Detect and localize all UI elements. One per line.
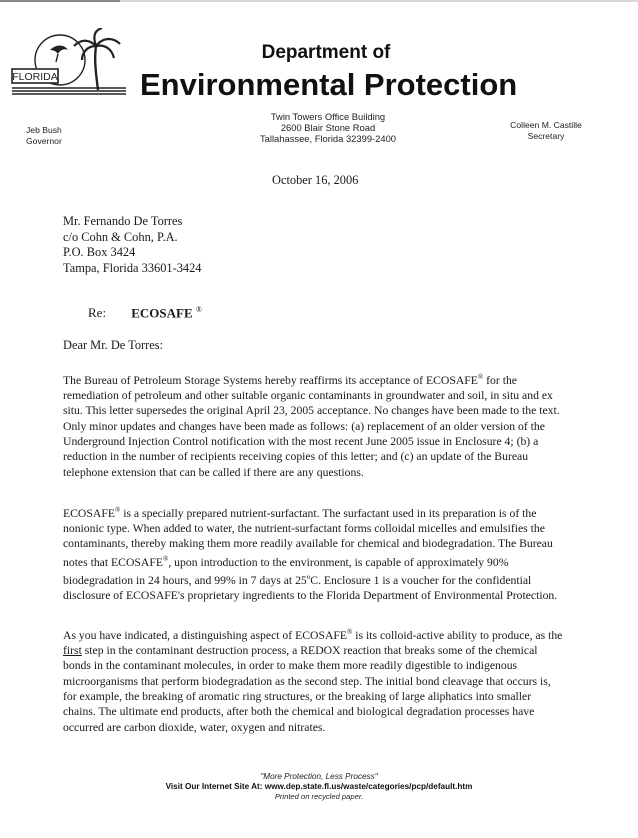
- secretary-block: [496, 120, 596, 142]
- subject-line: [88, 305, 202, 321]
- governor-name: Jeb Bush: [26, 125, 62, 135]
- logo-text: FLORIDA: [12, 71, 58, 83]
- paragraph-text: for the remediation of petroleum and other suitable organic contaminants in groundwater and soil, in situ and ex situ. This letter supersedes the original April 23, 2005 acceptance. No changes have been made to the text. Only minor updates and changes have been made as follows: (a) replacement of an older version of the Underground Injection Control notification with the most recent June 2005 issue in Enclosure 4; (b) a reduction in the number of recipients receiving copies of this letter; and (c) an update of the Bureau telephone extension that can be called if there are any questions.: [63, 373, 560, 479]
- governor-title: Governor: [26, 136, 62, 146]
- paragraph-1: [63, 370, 563, 480]
- salutation: Dear Mr. De Torres:: [63, 338, 164, 352]
- subject-label: Re:: [88, 305, 107, 321]
- office-address: [208, 111, 448, 144]
- paragraph-text: As you have indicated, a distinguishing aspect of ECOSAFE: [63, 628, 348, 642]
- recipient-line: c/o Cohn & Cohn, P.A.: [63, 229, 178, 244]
- paragraph-text: step in the contaminant destruction process, a REDOX reaction that breaks some of the chemical bonds in the contaminant molecules, in order to make them more readily digestible to indigenous microorganisms that perform biodegradation as the second step. The initial bond cleavage that occurs is, for example, the breaking of aromatic ring structures, or the breaking of large aliphatics into smaller chains. The ultimate end products, after both the chemical and biological degradation processes have occurred are carbon dioxide, water, oxygen and nitrates.: [63, 644, 551, 734]
- registered-mark: ®: [347, 628, 353, 636]
- florida-logo: [10, 28, 126, 98]
- registered-mark: ®: [114, 506, 121, 514]
- registered-mark: ®: [163, 554, 169, 563]
- footer-web-label: Visit Our Internet Site At:: [165, 782, 263, 791]
- department-name: Environmental Protection: [140, 67, 518, 102]
- degree-mark: o: [306, 572, 311, 581]
- paragraph-text: C. Enclosure 1 is a voucher for the confidential disclosure of ECOSAFE's proprietary ingredients to the Florida Department of Environmental Protection.: [63, 573, 558, 603]
- recipient-line: Tampa, Florida 33601-3424: [63, 260, 202, 275]
- address-line: Tallahassee, Florida 32399-2400: [259, 133, 397, 144]
- footer-web-url[interactable]: www.dep.state.fl.us/waste/categories/pcp/default.htm: [264, 782, 473, 791]
- footer-recycled: Printed on recycled paper.: [274, 792, 364, 801]
- department-title: Department of: [261, 42, 391, 63]
- footer-motto: "More Protection, Less Process": [260, 772, 378, 781]
- paragraph-text: ECOSAFE: [63, 506, 115, 520]
- subject-product: ECOSAFE: [131, 305, 193, 321]
- paragraph-3: [63, 625, 563, 735]
- registered-mark: ®: [195, 305, 202, 314]
- secretary-name: Colleen M. Castille: [510, 120, 582, 130]
- underlined-word: first: [63, 644, 82, 658]
- registered-mark: ®: [477, 373, 484, 381]
- paragraph-text: is a specially prepared nutrient-surfactant. The surfactant used in its preparation is of the nonionic type. When added to water, the nutrient-surfactant forms colloidal micelles and emulsifies the contaminants, thereby making them more readily available for chemical and biodegradation. The Bureau notes that ECOSAFE: [63, 506, 553, 569]
- address-line: Twin Towers Office Building: [270, 111, 386, 122]
- governor-block: [26, 125, 62, 147]
- paragraph-2: [63, 503, 563, 603]
- secretary-title: Secretary: [527, 131, 565, 141]
- recipient-line: P.O. Box 3424: [63, 245, 136, 259]
- florida-palm-logo-icon: [10, 28, 126, 98]
- recipient-line: Mr. Fernando De Torres: [63, 214, 183, 228]
- scan-mark: [0, 0, 120, 2]
- paragraph-text: The Bureau of Petroleum Storage Systems hereby reaffirms its acceptance of ECOSAFE: [63, 373, 478, 387]
- footer-website: [0, 782, 638, 791]
- letter-date: October 16, 2006: [272, 173, 359, 187]
- recipient-address: [63, 214, 202, 276]
- paragraph-text: is its colloid-active ability to produce, as the: [352, 628, 563, 642]
- address-line: 2600 Blair Stone Road: [280, 122, 376, 133]
- letter-footer: [0, 772, 638, 801]
- paragraph-text: , upon introduction to the environment, is capable of approximately 90% biodegradation in 24 hours, and 99% in 7 days at 25: [63, 555, 509, 587]
